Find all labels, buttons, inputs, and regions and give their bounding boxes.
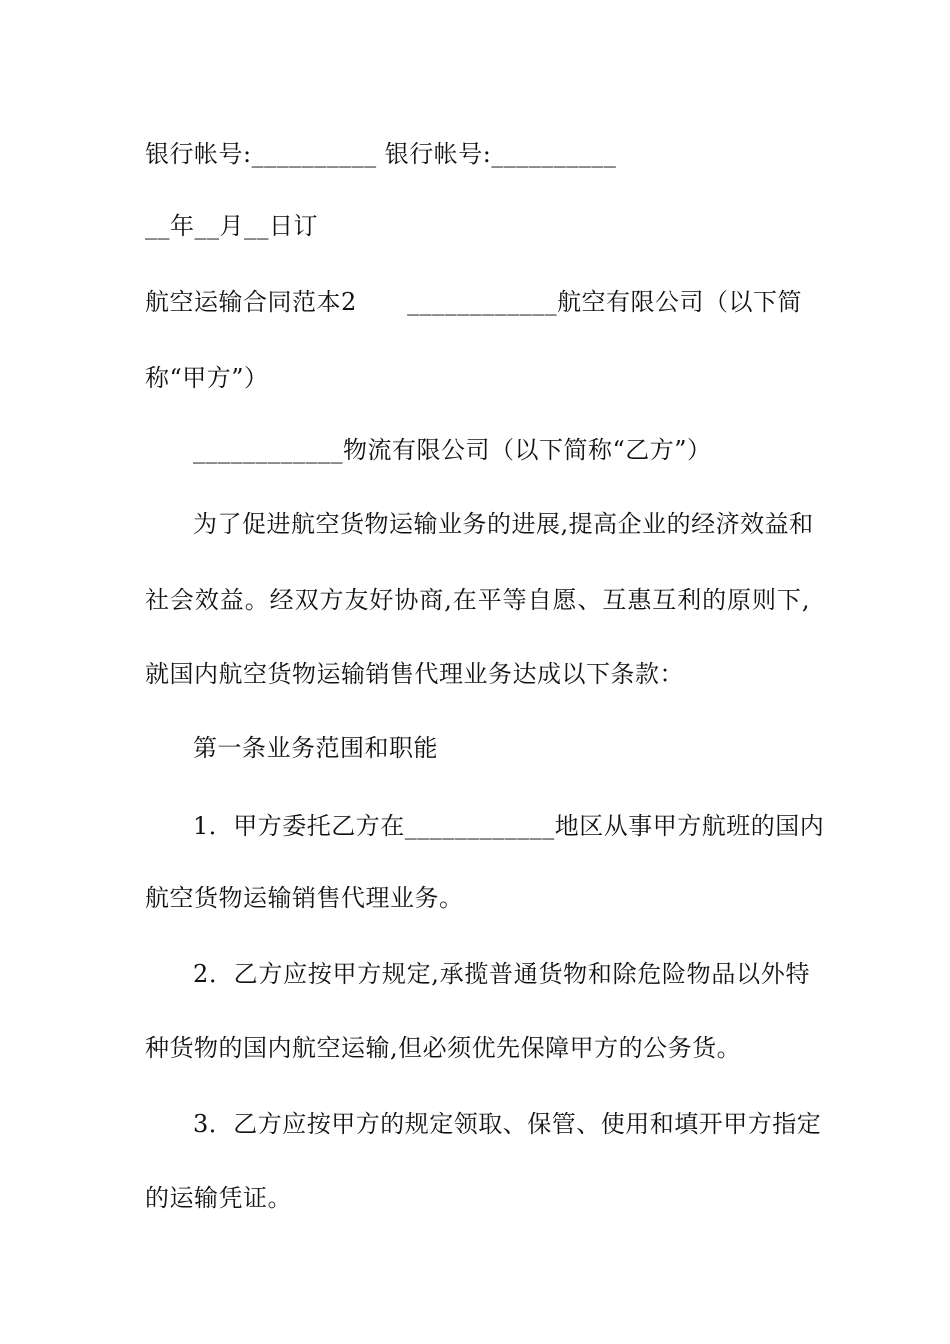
bank-account-blank-a: __________ (251, 140, 377, 168)
intro-line-3: 就国内航空货物运输销售代理业务达成以下条款： (145, 660, 684, 688)
party-a-name-blank: ____________ (407, 288, 558, 316)
item-1-line-1 (193, 810, 825, 842)
intro-line-2: 社会效益。经双方友好协商,在平等自愿、互惠互利的原则下, (145, 586, 810, 614)
date-line: __年__月__日订 (145, 212, 318, 240)
bank-account-label-b: 银行帐号: (384, 140, 492, 168)
intro-line-1: 为了促进航空货物运输业务的进展,提高企业的经济效益和 (193, 510, 814, 538)
bank-account-line (145, 138, 810, 170)
item-3-line-2: 的运输凭证。 (145, 1184, 292, 1212)
title-line (145, 286, 810, 318)
item-3-line-1: 3．乙方应按甲方的规定领取、保管、使用和填开甲方指定 (193, 1110, 822, 1138)
item-1-suffix: 地区从事甲方航班的国内 (554, 812, 825, 840)
party-b-text: 物流有限公司（以下简称“乙方”） (343, 436, 712, 464)
bank-account-blank-b: __________ (491, 140, 617, 168)
contract-title: 航空运输合同范本2 (145, 288, 357, 316)
title-line-continued: 称“甲方”） (145, 364, 269, 392)
item-2-line-1: 2．乙方应按甲方规定,承揽普通货物和除危险物品以外特 (193, 960, 810, 988)
party-b-name-blank: ____________ (193, 436, 343, 464)
region-blank: ____________ (404, 812, 555, 840)
party-a-text: 航空有限公司（以下简 (557, 288, 803, 316)
item-1-prefix: 1．甲方委托乙方在 (193, 812, 405, 840)
item-2-line-2: 种货物的国内航空运输,但必须优先保障甲方的公务货。 (145, 1034, 742, 1062)
bank-account-label-a: 银行帐号: (145, 140, 252, 168)
article-1-heading: 第一条业务范围和职能 (193, 734, 438, 762)
item-1-line-2: 航空货物运输销售代理业务。 (145, 884, 464, 912)
party-b-line (193, 434, 810, 466)
